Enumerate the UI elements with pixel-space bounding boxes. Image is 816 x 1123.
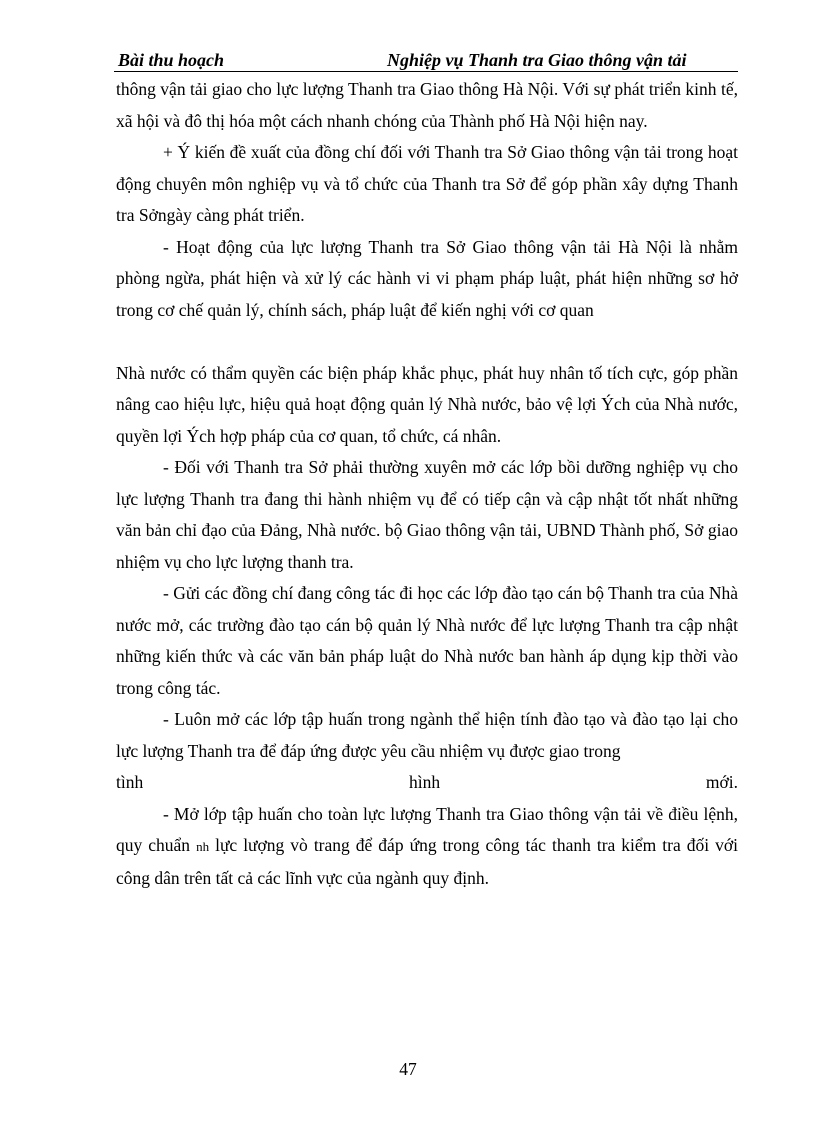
paragraph-regular-training-last-line: tình hình mới.	[116, 772, 738, 792]
paragraph-continuation: thông vận tải giao cho lực lượng Thanh tra Giao thông Hà Nội. Với sự phát triển kinh tế, xã hội và đô thị hóa một cách nhanh chóng của Thành phố Hà Nội hiện nay.	[116, 79, 738, 131]
header-left-title: Bài thu hoạch	[118, 50, 225, 70]
paragraph-regular-training-text: - Luôn mở các lớp tập huấn trong ngành thể hiện tính đào tạo và đào tạo lại cho lực lượng Thanh tra để đáp ứng được yêu cầu nhiệm vụ được giao trong	[116, 709, 738, 761]
paragraph-gap	[116, 326, 738, 358]
paragraph-activities: - Hoạt động của lực lượng Thanh tra Sở Giao thông vận tải Hà Nội là nhằm phòng ngừa, phát hiện và xử lý các hành vi vi phạm pháp luật, phát hiện những sơ hở trong cơ chế quản lý, chính sách, pháp luật để kiến nghị với cơ quan	[116, 236, 738, 320]
paragraph-drill-training-fragment: nh	[196, 839, 210, 854]
page-number: 47	[399, 1059, 417, 1079]
paragraph-training-courses: - Đối với Thanh tra Sở phải thường xuyên mở các lớp bồi dưỡng nghiệp vụ cho lực lượng Thanh tra đang thi hành nhiệm vụ để có tiếp cận và cập nhật tốt nhất những văn bản chỉ đạo của Đảng, Nhà nước. bộ Giao thông vận tải, UBND Thành phố, Sở giao nhiệm vụ cho lực lượng thanh tra.	[116, 457, 738, 572]
paragraph-send-staff: - Gửi các đồng chí đang công tác đi học các lớp đào tạo cán bộ Thanh tra của Nhà nước mở, các trường đào tạo cán bộ quản lý Nhà nước để lực lượng Thanh tra cập nhật những kiến thức và các văn bản pháp luật do Nhà nước ban hành áp dụng kịp thời vào trong công tác.	[116, 583, 738, 698]
page-header	[114, 48, 738, 72]
paragraph-proposal: + Ý kiến đề xuất của đồng chí đối với Thanh tra Sở Giao thông vận tải trong hoạt động chuyên môn nghiệp vụ và tổ chức của Thanh tra Sở để góp phần xây dựng Thanh tra Sởngày càng phát triển.	[116, 142, 738, 225]
paragraph-drill-training	[116, 799, 738, 895]
paragraph-regular-training	[116, 704, 738, 767]
header-divider	[114, 71, 738, 72]
paragraph-drill-training-part-a: - Mở lớp tập huấn cho toàn lực lượng Thanh tra Giao thông vận tải về điều lệnh, quy chuẩn	[116, 803, 738, 855]
header-right-title: Nghiệp vụ Thanh tra Giao thông vận tải	[387, 50, 687, 70]
document-body	[116, 74, 738, 894]
paragraph-authority: Nhà nước có thẩm quyền các biện pháp khắc phục, phát huy nhân tố tích cực, góp phần nâng cao hiệu lực, hiệu quả hoạt động quản lý Nhà nước, bảo vệ lợi Ých của Nhà nước, quyền lợi Ých hợp pháp của cơ quan, tổ chức, cá nhân.	[116, 362, 738, 446]
paragraph-drill-training-part-b: lực lượng vò trang để đáp ứng trong công tác thanh tra kiểm tra đối với công dân trên tất cả các lĩnh vực của ngành quy định.	[116, 835, 739, 888]
